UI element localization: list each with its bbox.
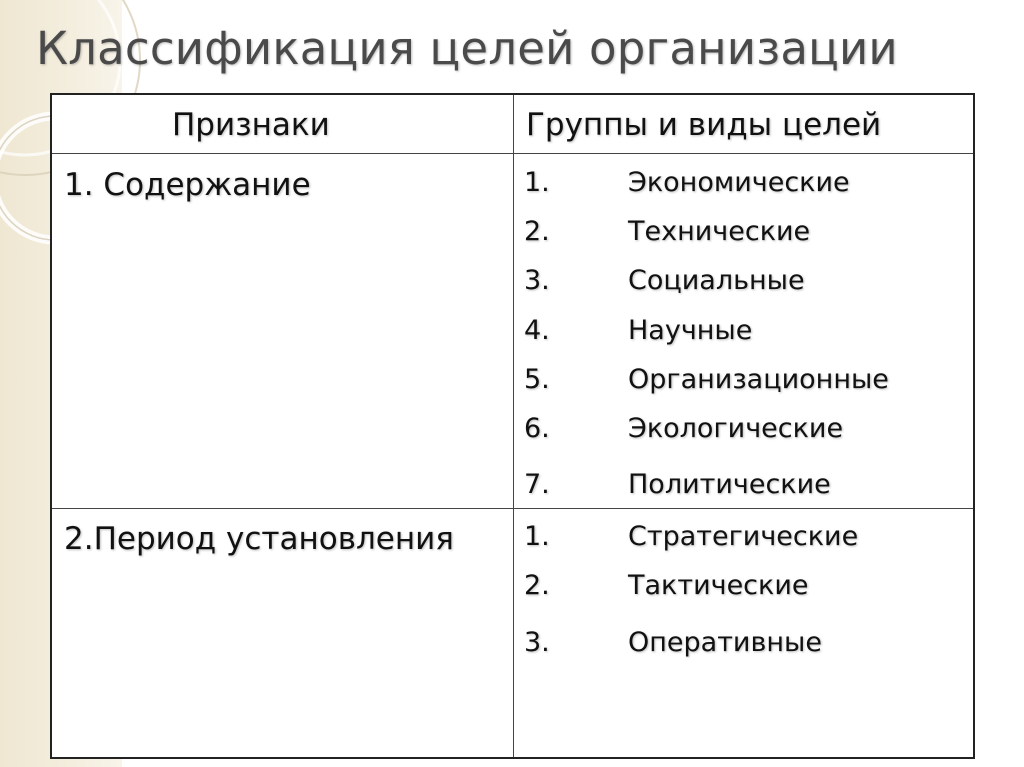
goal-item-label: Экологические	[628, 413, 844, 444]
goal-item-label: Технические	[628, 216, 811, 247]
goal-item-number: 6.	[524, 413, 550, 444]
goal-item-number: 2.	[524, 570, 550, 601]
goal-item-number: 3.	[524, 265, 550, 296]
header-divider	[52, 153, 973, 154]
goal-item-number: 2.	[524, 216, 550, 247]
column-header-criteria: Признаки	[172, 107, 330, 143]
criterion-content: 1. Содержание	[64, 167, 311, 203]
page-title: Классификация целей организации	[36, 22, 898, 75]
goal-item-label: Оперативные	[628, 627, 822, 658]
goal-item-number: 5.	[524, 364, 550, 395]
goal-item-label: Экономические	[628, 167, 850, 198]
goal-item-number: 7.	[524, 469, 550, 500]
column-divider	[513, 95, 514, 757]
goal-item-number: 3.	[524, 627, 550, 658]
criterion-period: 2.Период установления	[64, 521, 454, 557]
goal-item-number: 1.	[524, 521, 550, 552]
goal-item-label: Тактические	[628, 570, 809, 601]
goal-item-label: Социальные	[628, 265, 805, 296]
goal-item-label: Научные	[628, 315, 753, 346]
goal-item-number: 1.	[524, 167, 550, 198]
classification-table	[50, 93, 975, 759]
row-divider	[52, 508, 973, 509]
goal-item-number: 4.	[524, 315, 550, 346]
goal-item-label: Стратегические	[628, 521, 859, 552]
goal-item-label: Организационные	[628, 364, 889, 395]
column-header-goal-groups: Группы и виды целей	[526, 107, 882, 143]
goal-item-label: Политические	[628, 469, 831, 500]
